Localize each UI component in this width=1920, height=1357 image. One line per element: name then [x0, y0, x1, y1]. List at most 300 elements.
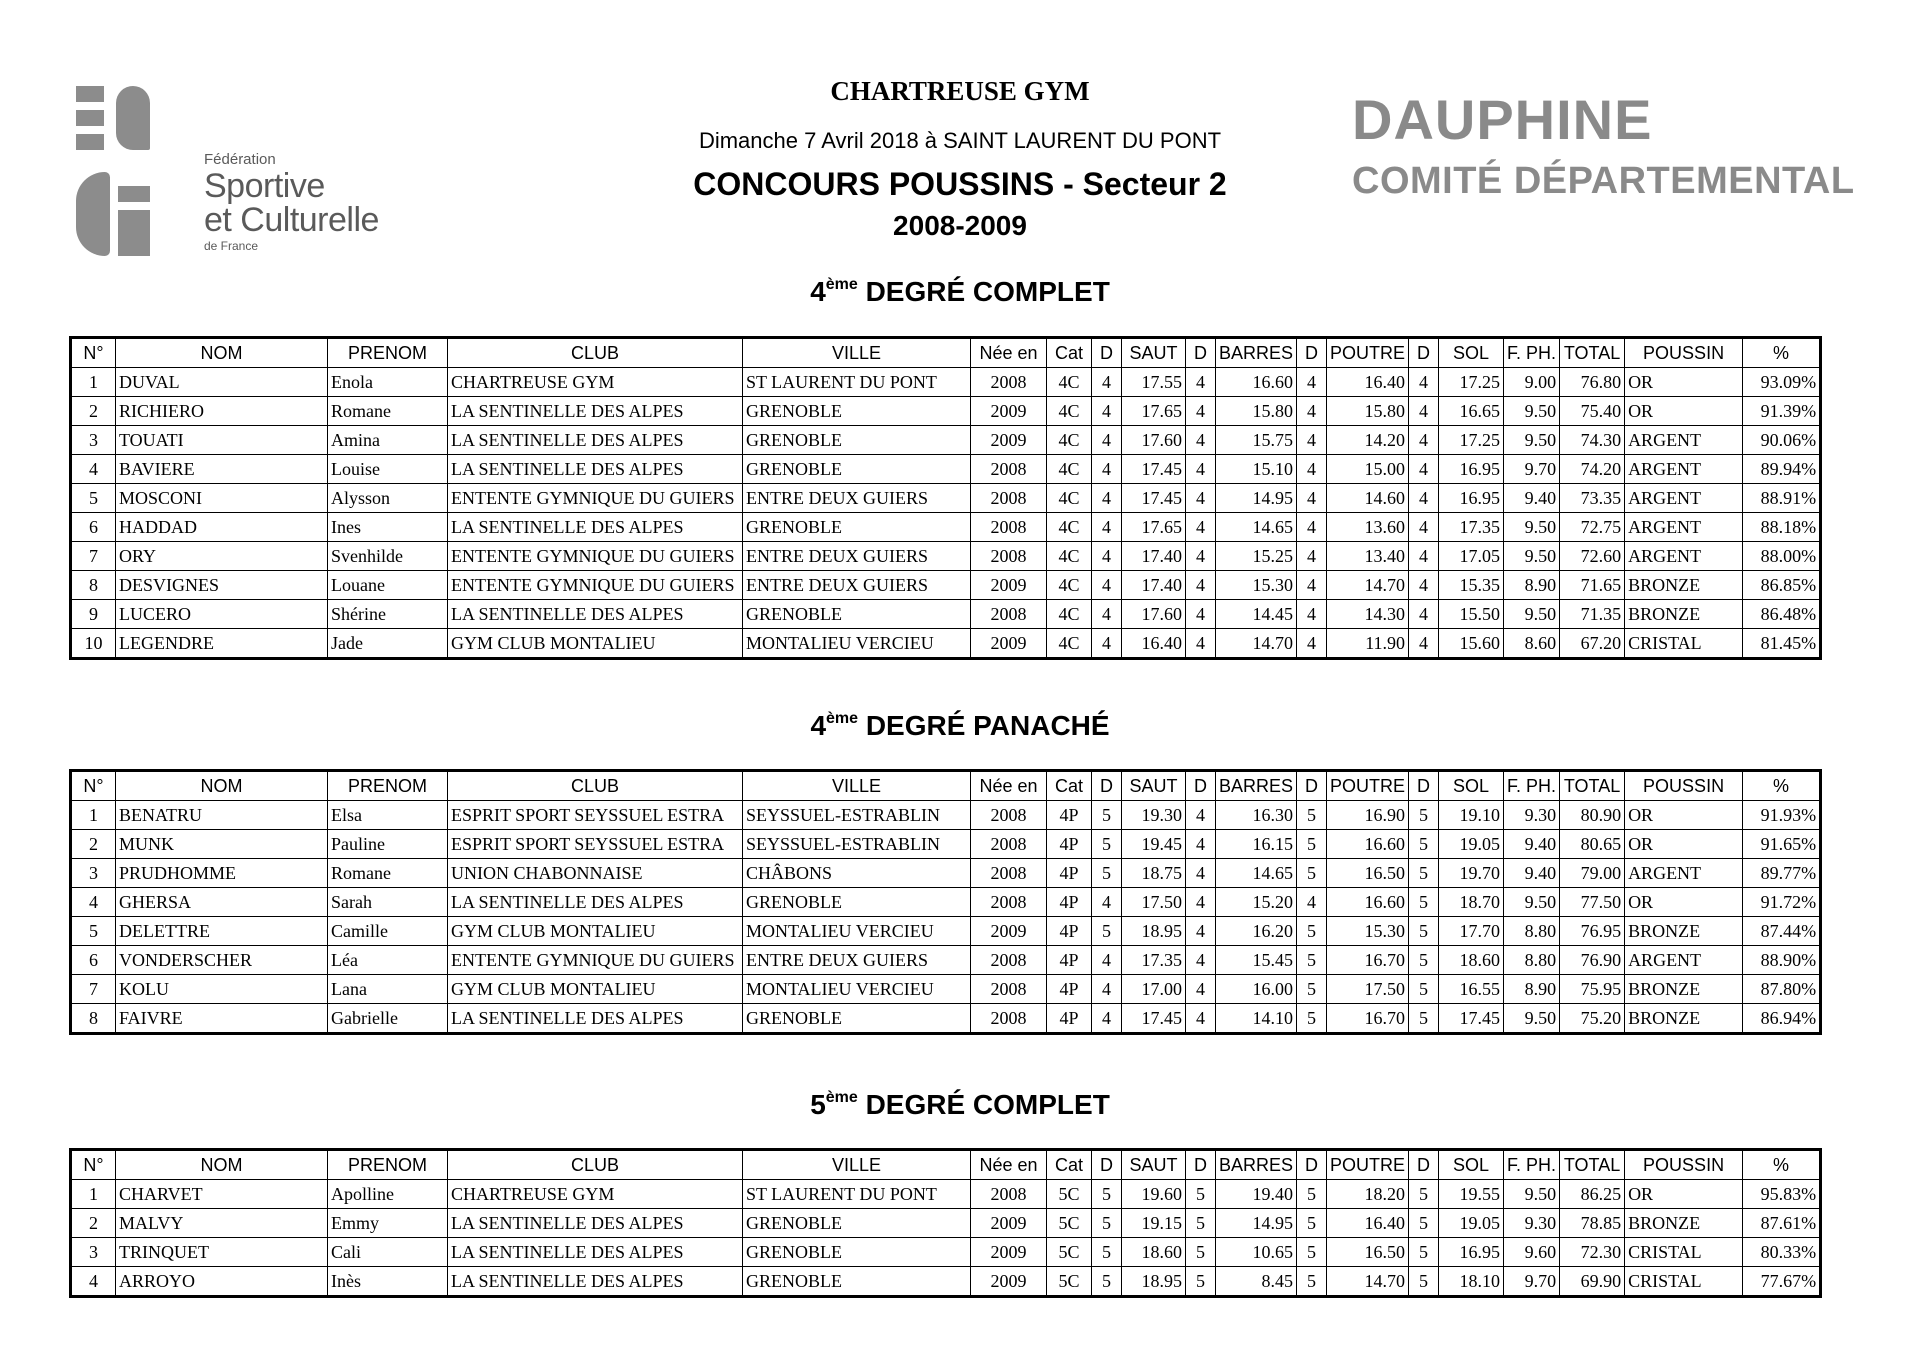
cell-f-ph: 9.70	[1504, 1267, 1560, 1297]
cell-d-saut: 4	[1092, 975, 1122, 1004]
table-header-row	[71, 771, 1821, 801]
cell-barres: 19.40	[1216, 1180, 1297, 1209]
cell-prenom: Cali	[328, 1238, 448, 1267]
cell-club: LA SENTINELLE DES ALPES	[448, 1004, 743, 1034]
cell-barres: 16.15	[1216, 830, 1297, 859]
cell-poutre: 13.60	[1327, 513, 1409, 542]
cell-ville: GRENOBLE	[743, 455, 971, 484]
cell-num: 4	[71, 455, 116, 484]
column-header-nee-en: Née en	[971, 771, 1047, 801]
column-header-f-ph: F. PH.	[1504, 338, 1560, 368]
column-header-poutre: POUTRE	[1327, 1150, 1409, 1180]
cell-d-sol: 5	[1409, 917, 1439, 946]
cell-ville: MONTALIEU VERCIEU	[743, 917, 971, 946]
column-header-num: N°	[71, 1150, 116, 1180]
table-row	[71, 368, 1821, 397]
cell-club: LA SENTINELLE DES ALPES	[448, 1209, 743, 1238]
cell-f-ph: 8.90	[1504, 975, 1560, 1004]
cell-d-saut: 5	[1092, 830, 1122, 859]
cell-poussin: CRISTAL	[1625, 629, 1743, 659]
cell-d-sol: 5	[1409, 801, 1439, 830]
cell-total: 80.90	[1560, 801, 1625, 830]
cell-sol: 18.60	[1439, 946, 1504, 975]
cell-club: CHARTREUSE GYM	[448, 368, 743, 397]
cell-f-ph: 9.50	[1504, 426, 1560, 455]
cell-nom: RICHIERO	[116, 397, 328, 426]
cell-saut: 17.00	[1122, 975, 1186, 1004]
cell-club: UNION CHABONNAISE	[448, 859, 743, 888]
cell-d-barres: 4	[1186, 484, 1216, 513]
cell-sol: 19.05	[1439, 830, 1504, 859]
cell-poussin: BRONZE	[1625, 571, 1743, 600]
cell-d-poutre: 5	[1297, 1180, 1327, 1209]
cell-d-poutre: 5	[1297, 859, 1327, 888]
cell-poutre: 16.70	[1327, 1004, 1409, 1034]
cell-poutre: 11.90	[1327, 629, 1409, 659]
cell-cat: 4C	[1047, 397, 1092, 426]
column-header-d-sol: D	[1409, 338, 1439, 368]
cell-club: ENTENTE GYMNIQUE DU GUIERS	[448, 946, 743, 975]
cell-prenom: Apolline	[328, 1180, 448, 1209]
cell-num: 6	[71, 946, 116, 975]
cell-poussin: ARGENT	[1625, 542, 1743, 571]
cell-barres: 16.20	[1216, 917, 1297, 946]
cell-barres: 14.45	[1216, 600, 1297, 629]
cell-sol: 15.35	[1439, 571, 1504, 600]
column-header-barres: BARRES	[1216, 771, 1297, 801]
cell-prenom: Inès	[328, 1267, 448, 1297]
cell-total: 76.95	[1560, 917, 1625, 946]
cell-f-ph: 9.50	[1504, 1180, 1560, 1209]
cell-d-sol: 4	[1409, 600, 1439, 629]
column-header-cat: Cat	[1047, 338, 1092, 368]
cell-cat: 4C	[1047, 426, 1092, 455]
cell-nee-en: 2008	[971, 1004, 1047, 1034]
cell-ville: MONTALIEU VERCIEU	[743, 629, 971, 659]
cell-d-sol: 4	[1409, 455, 1439, 484]
cell-poutre: 16.60	[1327, 888, 1409, 917]
cell-nee-en: 2009	[971, 571, 1047, 600]
cell-ville: SEYSSUEL-ESTRABLIN	[743, 830, 971, 859]
cell-prenom: Jade	[328, 629, 448, 659]
cell-d-poutre: 5	[1297, 1267, 1327, 1297]
cell-sol: 16.95	[1439, 455, 1504, 484]
cell-poutre: 16.90	[1327, 801, 1409, 830]
cell-nom: GHERSA	[116, 888, 328, 917]
dauphine-subtitle: COMITÉ DÉPARTEMENTAL	[1352, 160, 1855, 202]
cell-d-poutre: 5	[1297, 830, 1327, 859]
cell-d-barres: 4	[1186, 600, 1216, 629]
section-title-sup: ème	[826, 710, 859, 727]
cell-total: 75.20	[1560, 1004, 1625, 1034]
cell-d-poutre: 4	[1297, 542, 1327, 571]
cell-num: 2	[71, 397, 116, 426]
cell-d-poutre: 4	[1297, 888, 1327, 917]
cell-d-poutre: 4	[1297, 571, 1327, 600]
column-header-f-ph: F. PH.	[1504, 771, 1560, 801]
table-row	[71, 600, 1821, 629]
cell-cat: 5C	[1047, 1238, 1092, 1267]
cell-saut: 18.75	[1122, 859, 1186, 888]
cell-num: 3	[71, 426, 116, 455]
cell-percent: 90.06%	[1743, 426, 1821, 455]
column-header-ville: VILLE	[743, 338, 971, 368]
cell-percent: 88.90%	[1743, 946, 1821, 975]
club-title: CHARTREUSE GYM	[830, 76, 1090, 106]
cell-d-barres: 4	[1186, 946, 1216, 975]
cell-poussin: OR	[1625, 368, 1743, 397]
cell-total: 80.65	[1560, 830, 1625, 859]
cell-d-saut: 5	[1092, 1209, 1122, 1238]
cell-total: 86.25	[1560, 1180, 1625, 1209]
cell-d-barres: 4	[1186, 888, 1216, 917]
cell-saut: 17.60	[1122, 426, 1186, 455]
cell-d-saut: 4	[1092, 600, 1122, 629]
cell-prenom: Emmy	[328, 1209, 448, 1238]
cell-total: 72.60	[1560, 542, 1625, 571]
cell-poussin: ARGENT	[1625, 426, 1743, 455]
cell-d-saut: 4	[1092, 946, 1122, 975]
table-row	[71, 917, 1821, 946]
cell-ville: ENTRE DEUX GUIERS	[743, 571, 971, 600]
cell-nee-en: 2009	[971, 917, 1047, 946]
section-title-sup: ème	[825, 276, 858, 293]
table-row	[71, 801, 1821, 830]
table-row	[71, 1238, 1821, 1267]
cell-cat: 4C	[1047, 368, 1092, 397]
cell-poussin: BRONZE	[1625, 1209, 1743, 1238]
column-header-d-poutre: D	[1297, 771, 1327, 801]
table-row	[71, 888, 1821, 917]
cell-d-saut: 5	[1092, 1267, 1122, 1297]
cell-nee-en: 2008	[971, 975, 1047, 1004]
cell-saut: 18.60	[1122, 1238, 1186, 1267]
table-row	[71, 1180, 1821, 1209]
cell-prenom: Romane	[328, 397, 448, 426]
cell-saut: 18.95	[1122, 917, 1186, 946]
cell-sol: 17.05	[1439, 542, 1504, 571]
column-header-nom: NOM	[116, 771, 328, 801]
section-title-num: 4	[810, 710, 827, 741]
cell-total: 76.90	[1560, 946, 1625, 975]
cell-f-ph: 9.50	[1504, 513, 1560, 542]
section-title-sup: ème	[825, 1089, 858, 1106]
cell-poussin: ARGENT	[1625, 455, 1743, 484]
cell-club: LA SENTINELLE DES ALPES	[448, 1267, 743, 1297]
cell-nom: LUCERO	[116, 600, 328, 629]
cell-percent: 86.85%	[1743, 571, 1821, 600]
column-header-d-poutre: D	[1297, 338, 1327, 368]
cell-barres: 14.65	[1216, 859, 1297, 888]
cell-f-ph: 8.60	[1504, 629, 1560, 659]
cell-prenom: Romane	[328, 859, 448, 888]
cell-d-sol: 5	[1409, 975, 1439, 1004]
cell-prenom: Louise	[328, 455, 448, 484]
cell-nom: LEGENDRE	[116, 629, 328, 659]
cell-ville: GRENOBLE	[743, 1267, 971, 1297]
cell-ville: CHÂBONS	[743, 859, 971, 888]
cell-sol: 15.60	[1439, 629, 1504, 659]
cell-saut: 19.45	[1122, 830, 1186, 859]
column-header-cat: Cat	[1047, 771, 1092, 801]
cell-d-barres: 4	[1186, 975, 1216, 1004]
cell-total: 74.20	[1560, 455, 1625, 484]
cell-num: 7	[71, 975, 116, 1004]
cell-nee-en: 2008	[971, 946, 1047, 975]
cell-d-poutre: 5	[1297, 946, 1327, 975]
section-title-rest: DEGRÉ PANACHÉ	[858, 710, 1110, 741]
cell-poussin: ARGENT	[1625, 484, 1743, 513]
cell-total: 69.90	[1560, 1267, 1625, 1297]
cell-nee-en: 2008	[971, 600, 1047, 629]
cell-f-ph: 9.50	[1504, 888, 1560, 917]
cell-percent: 87.44%	[1743, 917, 1821, 946]
cell-d-poutre: 4	[1297, 397, 1327, 426]
cell-cat: 5C	[1047, 1267, 1092, 1297]
cell-poussin: BRONZE	[1625, 975, 1743, 1004]
cell-prenom: Léa	[328, 946, 448, 975]
cell-nom: HADDAD	[116, 513, 328, 542]
cell-sol: 17.45	[1439, 1004, 1504, 1034]
cell-club: CHARTREUSE GYM	[448, 1180, 743, 1209]
cell-barres: 8.45	[1216, 1267, 1297, 1297]
cell-d-poutre: 5	[1297, 1209, 1327, 1238]
cell-total: 73.35	[1560, 484, 1625, 513]
cell-d-poutre: 5	[1297, 975, 1327, 1004]
cell-d-sol: 5	[1409, 946, 1439, 975]
cell-poutre: 16.70	[1327, 946, 1409, 975]
column-header-poutre: POUTRE	[1327, 771, 1409, 801]
section-title-4-complet	[0, 276, 1920, 308]
cell-total: 72.30	[1560, 1238, 1625, 1267]
cell-nom: VONDERSCHER	[116, 946, 328, 975]
cell-d-barres: 4	[1186, 513, 1216, 542]
cell-nom: DUVAL	[116, 368, 328, 397]
cell-saut: 19.60	[1122, 1180, 1186, 1209]
cell-cat: 4C	[1047, 542, 1092, 571]
cell-d-poutre: 4	[1297, 426, 1327, 455]
cell-sol: 16.55	[1439, 975, 1504, 1004]
column-header-nee-en: Née en	[971, 1150, 1047, 1180]
table-row	[71, 1267, 1821, 1297]
cell-total: 72.75	[1560, 513, 1625, 542]
cell-ville: ST LAURENT DU PONT	[743, 1180, 971, 1209]
cell-d-sol: 4	[1409, 484, 1439, 513]
cell-nom: MOSCONI	[116, 484, 328, 513]
table-row	[71, 455, 1821, 484]
cell-d-saut: 4	[1092, 513, 1122, 542]
cell-nom: MALVY	[116, 1209, 328, 1238]
cell-d-barres: 5	[1186, 1267, 1216, 1297]
section-title-rest: DEGRÉ COMPLET	[857, 276, 1110, 307]
cell-total: 75.95	[1560, 975, 1625, 1004]
cell-sol: 15.50	[1439, 600, 1504, 629]
cell-d-sol: 4	[1409, 542, 1439, 571]
column-header-d-saut: D	[1092, 338, 1122, 368]
table-row	[71, 859, 1821, 888]
cell-poussin: BRONZE	[1625, 917, 1743, 946]
cell-sol: 19.55	[1439, 1180, 1504, 1209]
results-table-5-complet	[69, 1148, 1822, 1298]
cell-d-barres: 5	[1186, 1180, 1216, 1209]
cell-ville: ST LAURENT DU PONT	[743, 368, 971, 397]
cell-d-barres: 5	[1186, 1209, 1216, 1238]
cell-f-ph: 9.50	[1504, 397, 1560, 426]
cell-nom: ARROYO	[116, 1267, 328, 1297]
cell-cat: 4P	[1047, 888, 1092, 917]
column-header-total: TOTAL	[1560, 771, 1625, 801]
cell-sol: 17.25	[1439, 426, 1504, 455]
cell-club: ENTENTE GYMNIQUE DU GUIERS	[448, 571, 743, 600]
column-header-d-saut: D	[1092, 771, 1122, 801]
cell-ville: GRENOBLE	[743, 513, 971, 542]
cell-percent: 80.33%	[1743, 1238, 1821, 1267]
cell-nom: BAVIERE	[116, 455, 328, 484]
cell-saut: 17.45	[1122, 484, 1186, 513]
cell-f-ph: 8.80	[1504, 946, 1560, 975]
cell-total: 71.35	[1560, 600, 1625, 629]
table-row	[71, 629, 1821, 659]
column-header-d-barres: D	[1186, 1150, 1216, 1180]
cell-total: 75.40	[1560, 397, 1625, 426]
cell-d-sol: 4	[1409, 513, 1439, 542]
cell-f-ph: 9.50	[1504, 542, 1560, 571]
table-row	[71, 946, 1821, 975]
cell-nom: MUNK	[116, 830, 328, 859]
cell-saut: 17.55	[1122, 368, 1186, 397]
cell-d-poutre: 5	[1297, 801, 1327, 830]
cell-d-barres: 4	[1186, 629, 1216, 659]
cell-prenom: Ines	[328, 513, 448, 542]
cell-poutre: 16.40	[1327, 368, 1409, 397]
cell-percent: 91.93%	[1743, 801, 1821, 830]
cell-nom: ORY	[116, 542, 328, 571]
cell-club: GYM CLUB MONTALIEU	[448, 629, 743, 659]
cell-poussin: ARGENT	[1625, 859, 1743, 888]
cell-sol: 17.35	[1439, 513, 1504, 542]
cell-saut: 17.45	[1122, 1004, 1186, 1034]
cell-percent: 88.00%	[1743, 542, 1821, 571]
cell-barres: 14.95	[1216, 484, 1297, 513]
cell-sol: 17.25	[1439, 368, 1504, 397]
cell-d-sol: 5	[1409, 1004, 1439, 1034]
cell-d-barres: 4	[1186, 542, 1216, 571]
cell-cat: 4C	[1047, 484, 1092, 513]
cell-club: LA SENTINELLE DES ALPES	[448, 455, 743, 484]
cell-nom: TRINQUET	[116, 1238, 328, 1267]
cell-d-saut: 4	[1092, 1004, 1122, 1034]
cell-percent: 89.94%	[1743, 455, 1821, 484]
column-header-num: N°	[71, 771, 116, 801]
cell-d-poutre: 5	[1297, 917, 1327, 946]
section-title-num: 4	[810, 276, 826, 307]
column-header-d-sol: D	[1409, 771, 1439, 801]
cell-d-sol: 5	[1409, 830, 1439, 859]
cell-ville: GRENOBLE	[743, 1004, 971, 1034]
cell-saut: 18.95	[1122, 1267, 1186, 1297]
cell-d-barres: 4	[1186, 1004, 1216, 1034]
table-row	[71, 397, 1821, 426]
cell-d-sol: 5	[1409, 888, 1439, 917]
cell-poussin: OR	[1625, 397, 1743, 426]
cell-percent: 95.83%	[1743, 1180, 1821, 1209]
cell-poussin: ARGENT	[1625, 513, 1743, 542]
cell-poutre: 14.20	[1327, 426, 1409, 455]
cell-cat: 4C	[1047, 455, 1092, 484]
cell-prenom: Enola	[328, 368, 448, 397]
fscf-line-4: de France	[204, 239, 259, 253]
column-header-barres: BARRES	[1216, 338, 1297, 368]
cell-poutre: 18.20	[1327, 1180, 1409, 1209]
cell-total: 79.00	[1560, 859, 1625, 888]
column-header-d-saut: D	[1092, 1150, 1122, 1180]
cell-barres: 15.80	[1216, 397, 1297, 426]
cell-saut: 16.40	[1122, 629, 1186, 659]
cell-d-sol: 4	[1409, 426, 1439, 455]
cell-ville: GRENOBLE	[743, 600, 971, 629]
cell-d-barres: 5	[1186, 1238, 1216, 1267]
cell-poussin: BRONZE	[1625, 1004, 1743, 1034]
cell-f-ph: 9.30	[1504, 1209, 1560, 1238]
table-row	[71, 975, 1821, 1004]
cell-poussin: ARGENT	[1625, 946, 1743, 975]
cell-total: 77.50	[1560, 888, 1625, 917]
cell-sol: 19.70	[1439, 859, 1504, 888]
cell-club: LA SENTINELLE DES ALPES	[448, 397, 743, 426]
document-header	[0, 0, 1920, 260]
column-header-saut: SAUT	[1122, 338, 1186, 368]
cell-poussin: OR	[1625, 1180, 1743, 1209]
cell-cat: 4C	[1047, 571, 1092, 600]
cell-d-barres: 4	[1186, 801, 1216, 830]
column-header-num: N°	[71, 338, 116, 368]
cell-nee-en: 2008	[971, 830, 1047, 859]
cell-d-saut: 4	[1092, 542, 1122, 571]
cell-poutre: 16.50	[1327, 1238, 1409, 1267]
table-row	[71, 513, 1821, 542]
cell-saut: 17.35	[1122, 946, 1186, 975]
cell-cat: 4P	[1047, 917, 1092, 946]
cell-club: ESPRIT SPORT SEYSSUEL ESTRA	[448, 830, 743, 859]
cell-num: 10	[71, 629, 116, 659]
cell-nee-en: 2008	[971, 1180, 1047, 1209]
cell-nom: KOLU	[116, 975, 328, 1004]
cell-barres: 16.60	[1216, 368, 1297, 397]
cell-total: 76.80	[1560, 368, 1625, 397]
cell-f-ph: 9.30	[1504, 801, 1560, 830]
cell-club: LA SENTINELLE DES ALPES	[448, 1238, 743, 1267]
cell-nee-en: 2008	[971, 513, 1047, 542]
cell-barres: 14.70	[1216, 629, 1297, 659]
cell-barres: 15.25	[1216, 542, 1297, 571]
cell-poutre: 14.30	[1327, 600, 1409, 629]
cell-percent: 93.09%	[1743, 368, 1821, 397]
cell-sol: 16.95	[1439, 1238, 1504, 1267]
column-header-prenom: PRENOM	[328, 771, 448, 801]
table-row	[71, 1209, 1821, 1238]
cell-nee-en: 2008	[971, 542, 1047, 571]
cell-num: 8	[71, 571, 116, 600]
cell-total: 78.85	[1560, 1209, 1625, 1238]
cell-barres: 15.20	[1216, 888, 1297, 917]
cell-sol: 19.10	[1439, 801, 1504, 830]
contest-title: CONCOURS POUSSINS - Secteur 2	[693, 166, 1227, 202]
column-header-nee-en: Née en	[971, 338, 1047, 368]
cell-poutre: 13.40	[1327, 542, 1409, 571]
cell-d-barres: 4	[1186, 859, 1216, 888]
cell-d-poutre: 4	[1297, 455, 1327, 484]
cell-f-ph: 9.40	[1504, 859, 1560, 888]
